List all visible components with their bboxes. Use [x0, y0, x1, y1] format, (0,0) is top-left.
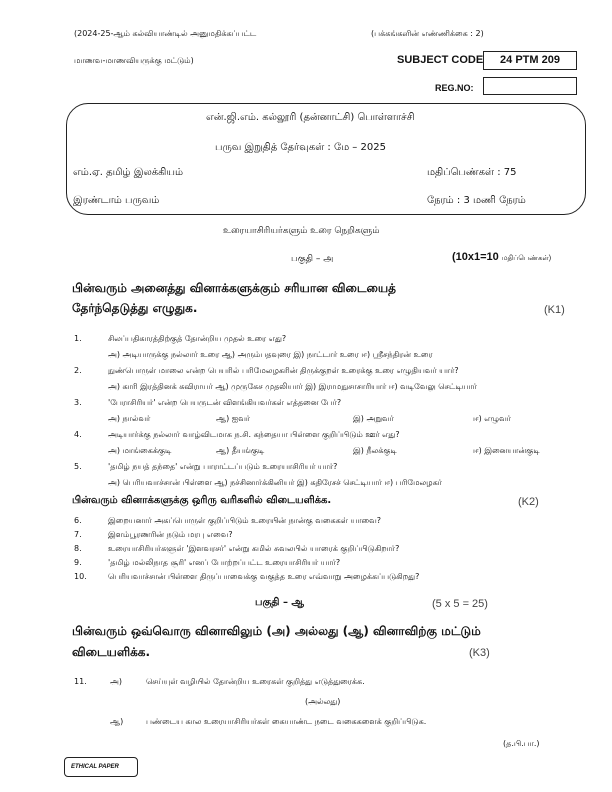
- option-c: இ) அறுவர்: [353, 414, 394, 423]
- question-number: 9.: [74, 558, 82, 567]
- question-options: அ) காரி இரத்தினக் கவிராயர் ஆ) முருகேச முதலியார் இ) இராமநுசாசாரியார் ஈ) வடிவேலு செட்டியார்: [108, 382, 477, 391]
- please-turn-over: (த.பி.பா.): [503, 739, 540, 748]
- question-text: பண்டைய கால உரையாசிரியர்கள் கையாண்ட நடை வகைகளைக் குறிப்பிடுக.: [146, 717, 427, 726]
- question-number: 3.: [74, 398, 82, 407]
- or-separator: (அல்லது): [305, 697, 341, 706]
- option-label-a: அ): [110, 677, 123, 686]
- question-text: அடியார்க்கு நல்லார் வாழ்விடமாக ந.சி. கந்தையா பிள்ளை குறிப்பிடும் ஊர் எது?: [108, 430, 400, 439]
- question-text: உரையாசிரியர்களுள் 'இளவரசர்' என்று கமில் சுவலபில் யாரைக் குறிப்பிடுகிறார்?: [108, 544, 400, 553]
- question-number: 2.: [74, 366, 82, 375]
- students-only-note: மாணவ-மாணவியருக்கு மட்டும்): [74, 56, 194, 65]
- option-d: ஈ) எழுவர்: [473, 414, 511, 423]
- option-d: ஈ) இனையான்குடி: [473, 446, 540, 455]
- question-text: பெரியவாச்சான் பிள்ளை திருப்பாவைக்கு வகுத்த உரை எவ்வாறு அழைக்கப்படுகிறது?: [108, 572, 420, 581]
- exam-time: நேரம் : 3 மணி நேரம்: [427, 195, 526, 206]
- pages-note: (பக்கங்களின் எண்ணிக்கை : 2): [371, 29, 484, 38]
- question-text: இளம்பூரணரின் நடும் மரபு எவை?: [108, 530, 233, 539]
- question-options: அ) பெரியவாச்சான் பிள்ளை ஆ) நச்சினார்க்கினியர் இ) கதிரேசச் செட்டியார் ஈ) பரிமேலழகர்: [108, 478, 442, 487]
- subject-code-label: SUBJECT CODE: [397, 54, 484, 66]
- part-a-instruction-line2: தேர்ந்தெடுத்து எழுதுக.: [72, 301, 198, 315]
- short-answer-instruction: பின்வரும் வினாக்களுக்கு ஒரிரு வரிகளில் விடையளிக்க.: [72, 495, 332, 506]
- subject-code-box: 24 PTM 209: [483, 51, 577, 70]
- question-options: அ) அடியாருக்கு நல்லார் உரை ஆ) அரும்பதவுரை இ) நாட்டார் உரை ஈ) ஸ்ரீசந்திரன் உரை: [108, 350, 433, 359]
- question-number: 11.: [74, 677, 87, 686]
- part-a-marks-value: (10x1=10: [452, 251, 499, 263]
- question-text: 'பேராசிரியர்' என்ற பெயருடன் விளங்கியவர்கள் எத்தனை பேர்?: [108, 398, 342, 407]
- question-number: 5.: [74, 462, 82, 471]
- option-a: அ) நால்வர்: [108, 414, 151, 423]
- question-number: 1.: [74, 334, 82, 343]
- paper-title: உரையாசிரியர்களும் உரை நெறிகளும்: [223, 226, 380, 236]
- question-text: சிலப்பதிகாரத்திற்குத் தோன்றிய முதல் உரை எது?: [108, 334, 287, 343]
- ethical-paper-badge: ETHICAL PAPER: [64, 757, 138, 777]
- question-text: 'தமிழ் நயத் தந்தை' என்று பாராட்டப்படும் உரையாசிரியர் யார்?: [108, 462, 338, 471]
- question-text: நுண்பொருள் மாலை என்ற பெயரில் பரிமேலழகரின் திருக்குறள் உரைக்கு உரை எழுதியவர் யார்?: [108, 366, 459, 375]
- short-answer-level: (K2): [518, 496, 539, 508]
- question-number: 8.: [74, 544, 82, 553]
- college-name: என்.ஜி.எம். கல்லூரி (தன்னாட்சி) பொள்ளாச்சி: [206, 112, 415, 123]
- part-b-label: பகுதி – ஆ: [255, 597, 305, 608]
- option-a: அ) மாங்கைக்குடி: [108, 446, 172, 455]
- part-a-label: பகுதி – அ: [291, 254, 334, 264]
- course-name: எம்.ஏ. தமிழ் இலக்கியம்: [73, 167, 183, 178]
- part-b-marks: (5 x 5 = 25): [432, 598, 488, 610]
- question-text: 'தமிழ் மல்லிநாத சூரி' எனப் போற்றப்பட்ட உரையாசிரியர் யார்?: [108, 558, 341, 567]
- reg-no-box[interactable]: [483, 77, 577, 95]
- part-a-level: (K1): [544, 304, 565, 316]
- question-number: 4.: [74, 430, 82, 439]
- reg-no-label: REG.NO:: [435, 83, 474, 93]
- question-text: இறையனார் அகப்பொருள் குறிப்பிடும் உரையின் நான்கு வகைகள் யாவை?: [108, 516, 382, 525]
- exam-title: பருவ இறுதித் தேர்வுகள் : மே – 2025: [215, 142, 386, 153]
- question-number: 6.: [74, 516, 82, 525]
- question-number: 10.: [74, 572, 87, 581]
- part-b-level: (K3): [469, 647, 490, 659]
- option-b: ஆ) ஐவர்: [216, 414, 251, 423]
- part-a-instruction-line1: பின்வரும் அனைத்து வினாக்களுக்கும் சரியான விடையைத்: [72, 281, 396, 295]
- question-number: 7.: [74, 530, 82, 539]
- option-label-b: ஆ): [110, 717, 124, 726]
- question-text: செய்யுள் வழியில் தோன்றிய உரைகள் குறித்து எடுத்துரைக்க.: [146, 677, 365, 686]
- part-a-marks: [452, 251, 551, 263]
- semester: இரண்டாம் பருவம்: [73, 195, 160, 206]
- max-marks: மதிப்பெண்கள் : 75: [427, 167, 517, 178]
- option-b: ஆ) தீயங்குடி: [216, 446, 265, 455]
- option-c: இ) நீலக்குடி: [353, 446, 397, 455]
- part-b-instruction-line1: பின்வரும் ஒவ்வொரு வினாவிலும் (அ) அல்லது (ஆ) வினாவிற்கு மட்டும்: [72, 624, 481, 638]
- approval-note: (2024-25-ஆம் கல்வியாண்டில் அனுமதிக்கப்பட்ட: [74, 29, 257, 38]
- part-a-marks-suffix: மதிப்பெண்கள்): [501, 255, 552, 262]
- part-b-instruction-line2: விடையளிக்க.: [72, 645, 151, 659]
